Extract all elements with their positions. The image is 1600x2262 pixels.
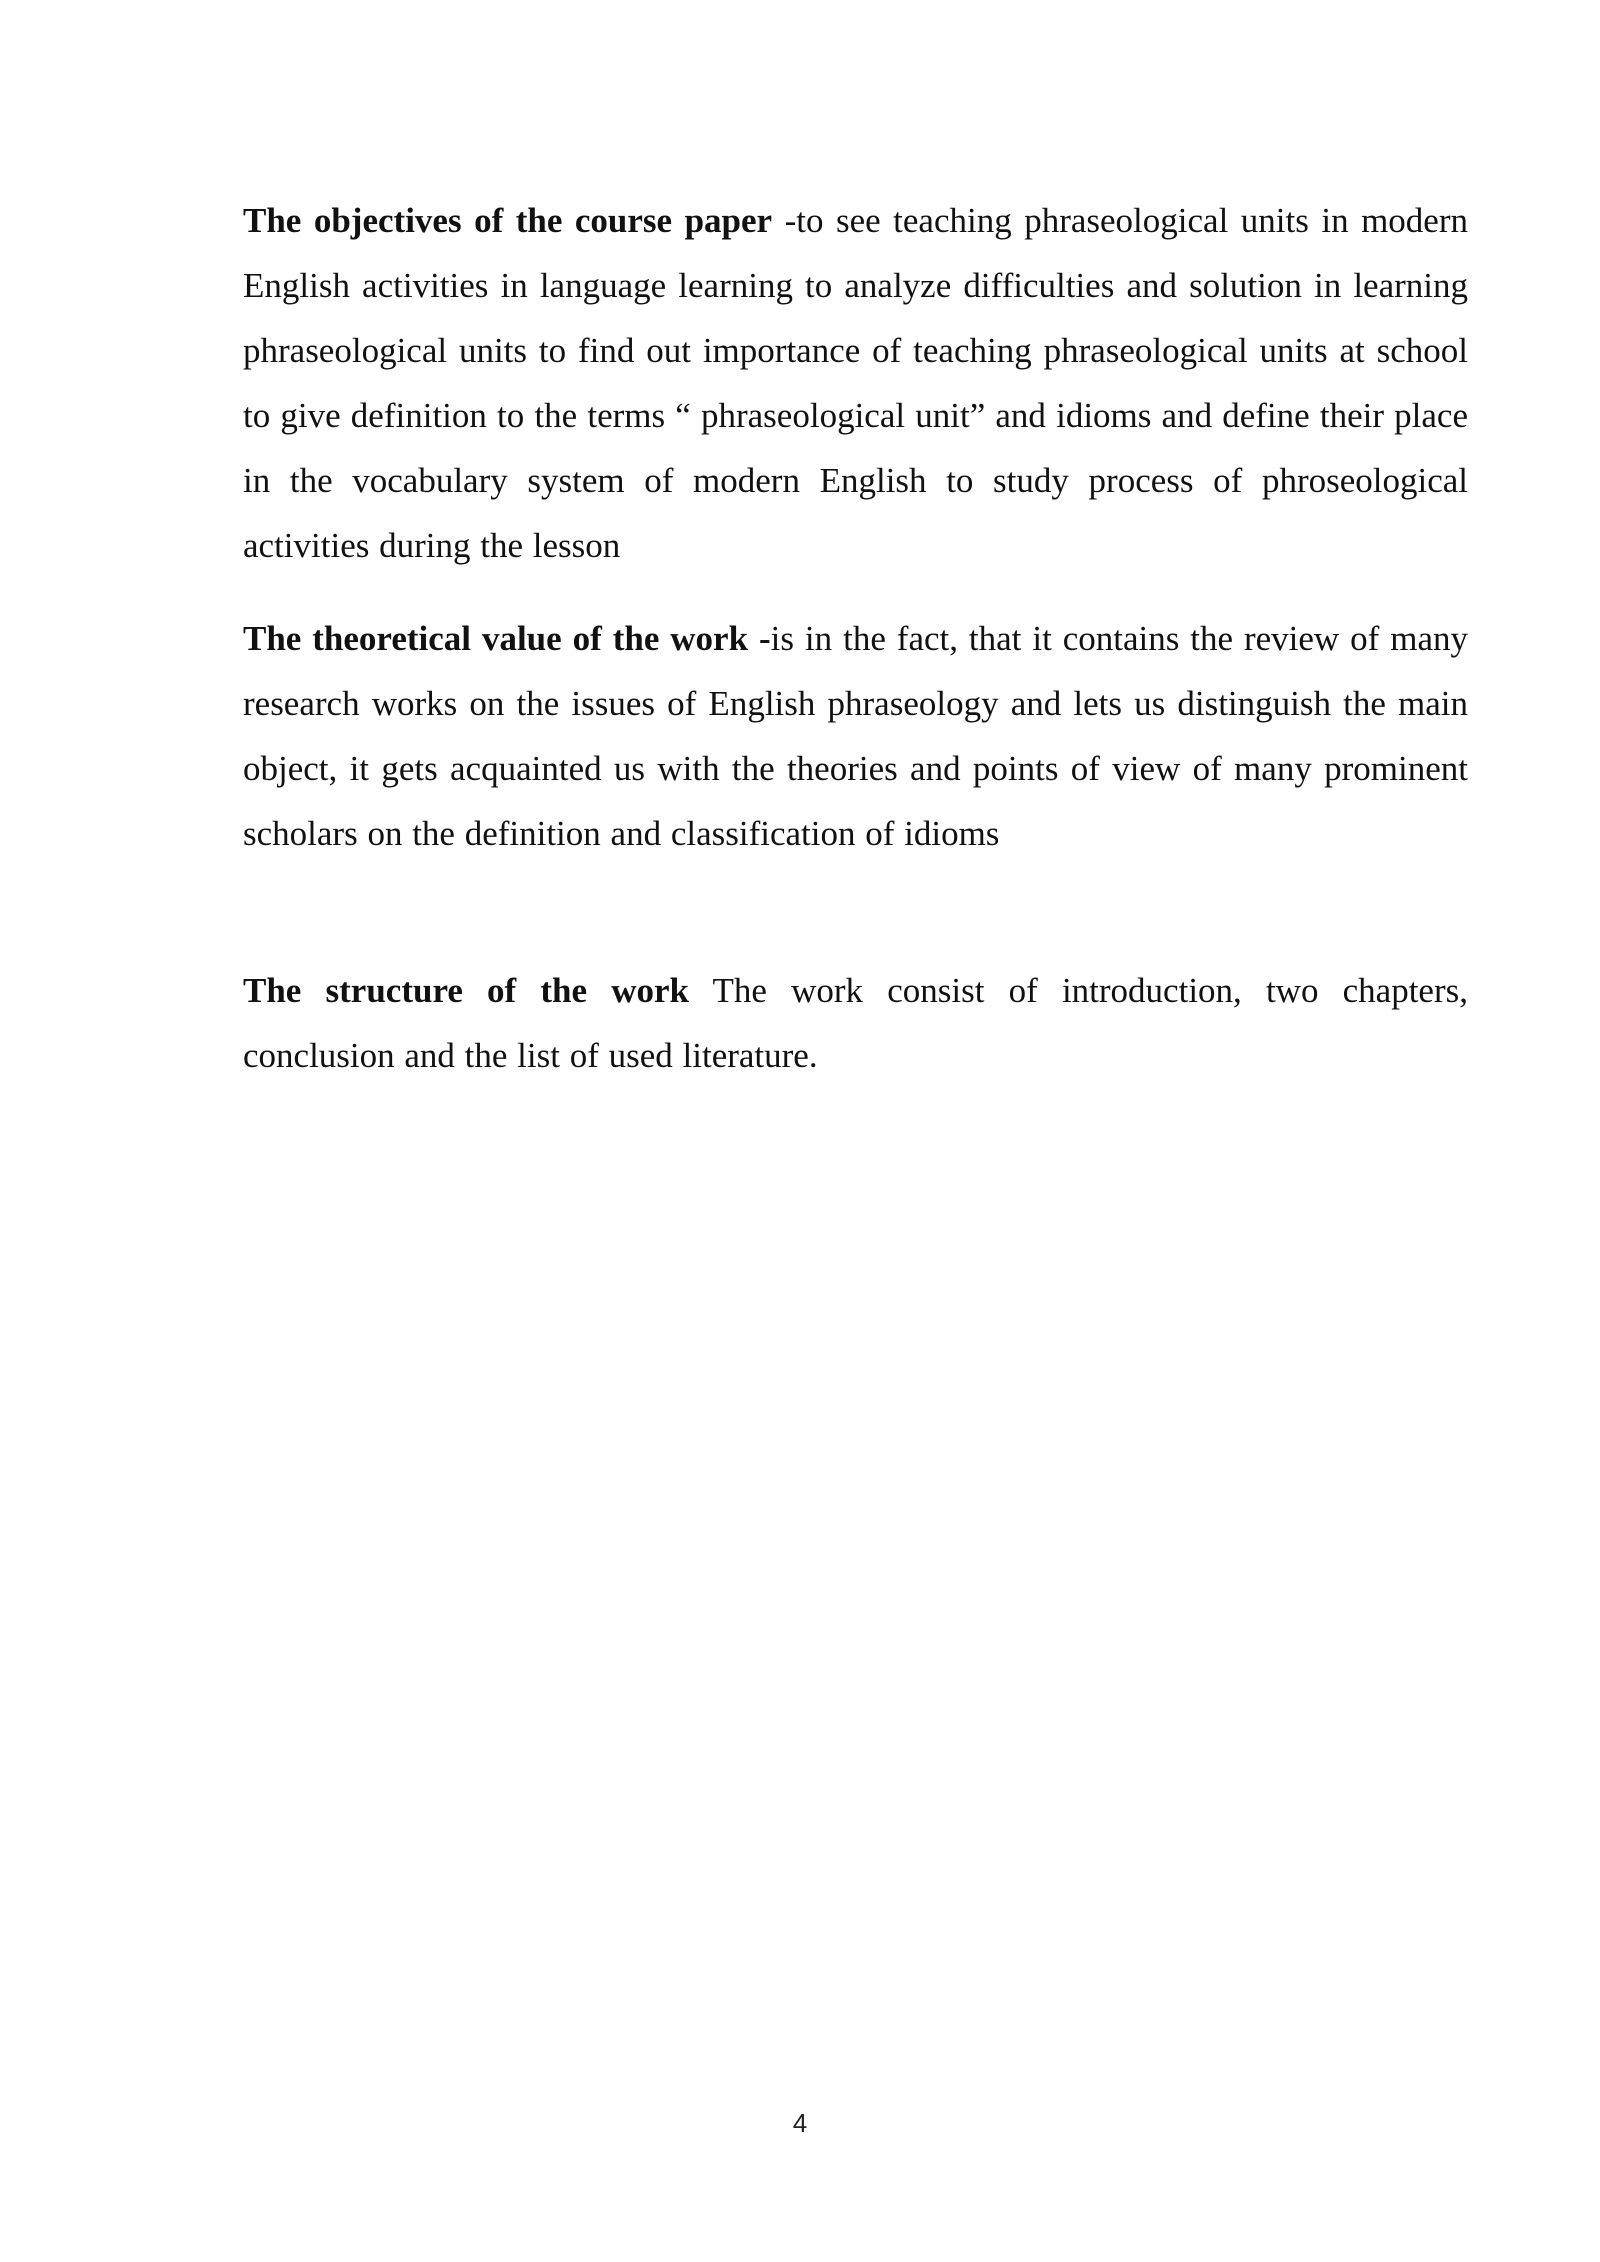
structure-paragraph xyxy=(243,958,1468,1088)
theoretical-value-heading: The theoretical value of the work - xyxy=(243,619,771,658)
page-content xyxy=(243,188,1468,1088)
objectives-text: -to see teaching phraseological units in modern English activities in language learning to analyze difficulties and solution in learning phraseological units to find out importance of teaching phraseological units at school to give definition to the terms “ phraseological unit” and idioms and define their place in the vocabulary system of modern English to study process of phroseological activities during the lesson xyxy=(243,201,1468,565)
objectives-paragraph xyxy=(243,188,1468,578)
structure-text: The work consist of introduction, two chapters, conclusion and the list of used literature. xyxy=(243,971,1468,1075)
theoretical-value-paragraph xyxy=(243,606,1468,866)
theoretical-value-text: is in the fact, that it contains the review of many research works on the issues of English phraseology and lets us distinguish the main object, it gets acquainted us with the theories and points of view of many prominent scholars on the definition and classification of idioms xyxy=(243,619,1468,853)
objectives-heading: The objectives of the course paper xyxy=(243,201,773,240)
page-number: 4 xyxy=(792,2108,808,2138)
structure-heading: The structure of the work xyxy=(243,971,689,1010)
